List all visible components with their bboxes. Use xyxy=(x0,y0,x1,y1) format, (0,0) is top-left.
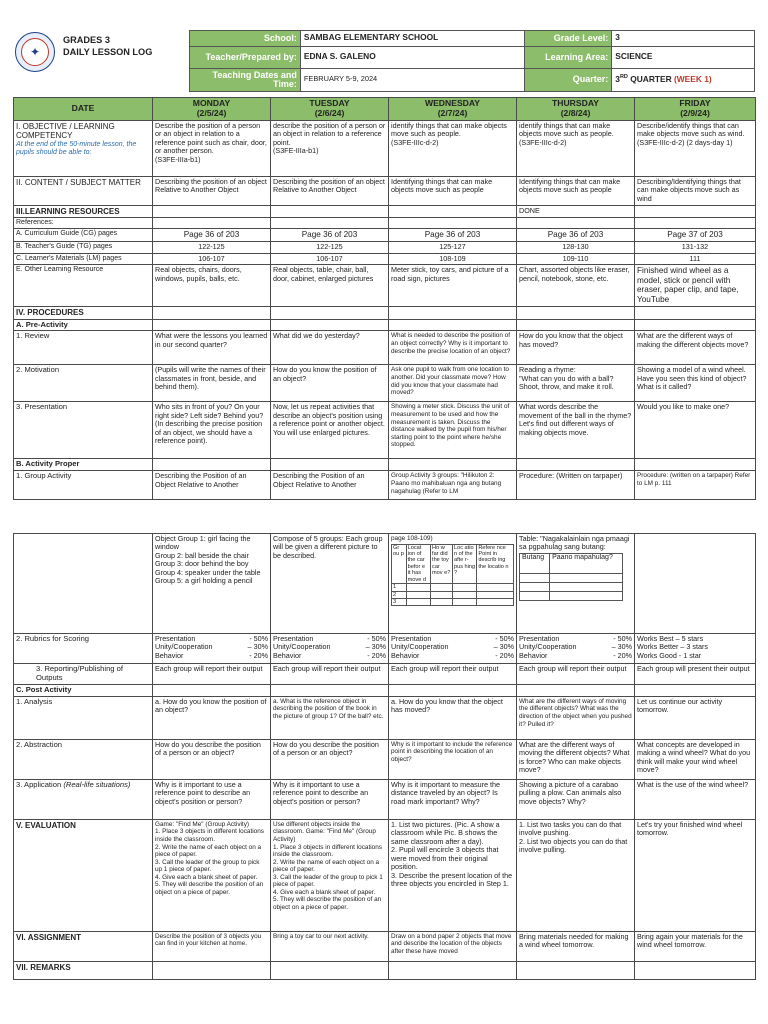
day-name: FRIDAY xyxy=(679,98,711,108)
application-wednesday: Why is it important to measure the distance traveled by an object? Is road mark important? Why? xyxy=(389,779,517,819)
remarks-label: VII. REMARKS xyxy=(14,961,153,979)
assignment-wednesday: Draw on a bond paper 2 objects that move and describe the location of the objects after these have moved xyxy=(389,931,517,961)
tg-thursday: 128-130 xyxy=(517,242,635,253)
header-group: Gr ou p xyxy=(392,544,407,584)
group-tuesday: Describing the Position of an Object Relative to Another xyxy=(271,471,389,500)
procedures-wednesday xyxy=(389,307,517,319)
reporting-thursday: Each group will report their output xyxy=(517,664,635,685)
reporting-monday: Each group will report their output xyxy=(153,664,271,685)
header xyxy=(13,30,755,93)
content-friday: Describing/Identifying things that can make objects move such as wind xyxy=(635,176,756,205)
cg-tuesday: Page 36 of 203 xyxy=(271,229,389,242)
seal-emblem-icon: ✦ xyxy=(21,38,49,66)
post-activity-label: C. Post Activity xyxy=(14,684,153,696)
empty-cell xyxy=(406,598,430,605)
row-presentation xyxy=(14,402,756,459)
empty-cell xyxy=(520,573,550,582)
pre-thursday xyxy=(517,319,635,331)
abstraction-monday: How do you describe the position of a person or an object? xyxy=(153,739,271,779)
empty-cell xyxy=(477,598,514,605)
header-reference-point: Refere nce Point in describ ing the locatio n xyxy=(477,544,514,584)
row-application xyxy=(14,779,756,819)
object-table-row xyxy=(520,591,623,600)
rubric-weight: - 20% xyxy=(613,650,632,660)
references-thursday xyxy=(517,218,635,229)
empty-cell xyxy=(431,591,453,598)
tg-label: B. Teacher's Guide (TG) pages xyxy=(14,242,153,253)
evaluation-wednesday: 1. List two pictures. (Pic. A show a classroom while Pic. B shows the same classroom after a day). 2. Pupil will encircle 3 objects that were moved from their original position. 3. Describe the present location of the three objects you encircled in Step 1. xyxy=(389,819,517,931)
day-date: (2/8/24) xyxy=(560,107,591,118)
empty-cell xyxy=(477,591,514,598)
review-friday: What are the different ways of making the different objects move? xyxy=(635,331,756,365)
content-tuesday: Describing the position of an object Relative to Another Object xyxy=(271,176,389,205)
object-movement-table xyxy=(519,553,623,601)
log-titles xyxy=(63,35,152,59)
abstraction-friday: What concepts are developed in making a wind wheel? What do you think will make your wind wheel move? xyxy=(635,739,756,779)
presentation-tuesday: Now, let us repeat activities that describe an object's position using a reference point or another object. You will use enlarged pictures. xyxy=(271,402,389,459)
assignment-tuesday: Bring a toy car to our next activity. xyxy=(271,931,389,961)
presentation-friday: Would you like to make one? xyxy=(635,402,756,459)
day-name: WEDNESDAY xyxy=(424,98,481,108)
rubric-criterion: Unity/Cooperation xyxy=(391,642,449,652)
day-date: (2/5/24) xyxy=(196,107,227,118)
application-thursday: Showing a picture of a carabao pulling a plow. Can animals also move objects? Why? xyxy=(517,779,635,819)
day-name: MONDAY xyxy=(192,98,231,108)
row-rubrics xyxy=(14,634,756,664)
abstraction-thursday: What are the different ways of moving the different objects? What is force? Who can make objects move? xyxy=(517,739,635,779)
motivation-label: 2. Motivation xyxy=(14,365,153,402)
empty-cell xyxy=(477,584,514,591)
header-distance: Ho w far did the toy car mov e? xyxy=(431,544,453,584)
group-tuesday-cont: Compose of 5 groups: Each group will be given a different picture to be described. xyxy=(271,534,389,634)
empty-cell xyxy=(452,584,476,591)
proper-tuesday xyxy=(271,459,389,471)
tg-wednesday: 125-127 xyxy=(389,242,517,253)
rubrics-thursday xyxy=(517,634,635,664)
group-thursday: Procedure: (Written on tarpaper) xyxy=(517,471,635,500)
empty-cell xyxy=(406,591,430,598)
pre-monday xyxy=(153,319,271,331)
empty-cell xyxy=(431,584,453,591)
row-number: 1 xyxy=(392,584,407,591)
object-table-header xyxy=(520,553,623,573)
tg-friday: 131-132 xyxy=(635,242,756,253)
evaluation-thursday: 1. List two tasks you can do that involve pushing. 2. List two objects you can do that involve pulling. xyxy=(517,819,635,931)
abstraction-wednesday: Why is it important to include the reference point in describing the location of an object? xyxy=(389,739,517,779)
cg-friday: Page 37 of 203 xyxy=(635,229,756,242)
analysis-label: 1. Analysis xyxy=(14,696,153,739)
day-date: (2/7/24) xyxy=(437,107,468,118)
rubric-criterion: Presentation xyxy=(273,634,314,643)
evaluation-label: V. EVALUATION xyxy=(14,819,153,931)
tg-monday: 122-125 xyxy=(153,242,271,253)
group-activity-label: 1. Group Activity xyxy=(14,471,153,500)
movement-table-row xyxy=(392,598,514,605)
lm-thursday: 109-110 xyxy=(517,253,635,264)
teacher-label: Teacher/Prepared by: xyxy=(190,46,301,68)
learning-area-label: Learning Area: xyxy=(525,46,612,68)
quarter-value xyxy=(612,68,755,91)
objective-friday: Describe/identify things that can make objects move such as wind. (S3FE-IIIc-d-2) (2 days-day 1) xyxy=(635,120,756,176)
row-content xyxy=(14,176,756,205)
rubric-criterion: Behavior xyxy=(273,650,302,660)
cg-monday: Page 36 of 203 xyxy=(153,229,271,242)
rubric-criterion: Behavior xyxy=(391,650,420,660)
tg-tuesday: 122-125 xyxy=(271,242,389,253)
procedures-thursday xyxy=(517,307,635,319)
assignment-label: VI. ASSIGNMENT xyxy=(14,931,153,961)
date-header: DATE xyxy=(14,98,153,121)
quarter-word: QUARTER xyxy=(630,73,672,84)
header-object: Butang xyxy=(520,553,550,573)
movement-table-row xyxy=(392,591,514,598)
evaluation-friday: Let's try your finished wind wheel tomorrow. xyxy=(635,819,756,931)
presentation-wednesday: Showing a meter stick. Discuss the unit of measurement to be used and how the measurement is taken. Discuss the distance walked by the pupil from his/her starting point to the point where he/she stopped. xyxy=(389,402,517,459)
group-cont-label xyxy=(14,534,153,634)
school-value: SAMBAG ELEMENTARY SCHOOL xyxy=(300,31,525,47)
deped-seal-logo xyxy=(15,32,55,72)
pre-activity-label: A. Pre-Activity xyxy=(14,319,153,331)
row-procedures xyxy=(14,307,756,319)
empty-cell xyxy=(406,584,430,591)
lm-monday: 106-107 xyxy=(153,253,271,264)
rubrics-label: 2. Rubrics for Scoring xyxy=(14,634,153,664)
content-monday: Describing the position of an object Relative to Another Object xyxy=(153,176,271,205)
empty-cell xyxy=(452,598,476,605)
motivation-friday: Showing a model of a wind wheel. Have you seen this kind of object? What is it called? xyxy=(635,365,756,402)
objective-wednesday: identify things that can make objects move such as people. (S3FE-IIIc-d-2) xyxy=(389,120,517,176)
rubric-criterion: Unity/Cooperation xyxy=(519,642,577,652)
post-monday xyxy=(153,684,271,696)
pre-tuesday xyxy=(271,319,389,331)
remarks-thursday xyxy=(517,961,635,979)
lm-wednesday: 108-109 xyxy=(389,253,517,264)
procedures-tuesday xyxy=(271,307,389,319)
lesson-table-page-1 xyxy=(13,97,756,500)
reporting-wednesday: Each group will report their output xyxy=(389,664,517,685)
resources-friday xyxy=(635,205,756,217)
empty-cell xyxy=(550,591,623,600)
assignment-thursday: Bring materials needed for making a wind wheel tomorrow. xyxy=(517,931,635,961)
group-friday: Procedure: (written on a tarpaper) Refer to LM p. 111 xyxy=(635,471,756,500)
rubrics-friday: Works Best – 5 stars Works Better – 3 stars Works Good - 1 star xyxy=(635,634,756,664)
thursday-table-title: Table: "Nagakalainlain nga pmaagi sa pgpahulag sang butang: xyxy=(519,534,630,552)
lesson-log-page-1 xyxy=(13,30,755,500)
analysis-tuesday: a. What is the reference object in describing the position of the book in the picture of group 1? Of the ball? etc. xyxy=(271,696,389,739)
other-monday: Real objects, chairs, doors, windows, pupils, balls, etc. xyxy=(153,265,271,307)
rubrics-tuesday xyxy=(271,634,389,664)
rubric-criterion: Behavior xyxy=(519,650,548,660)
row-other-resources xyxy=(14,265,756,307)
remarks-tuesday xyxy=(271,961,389,979)
motivation-monday: (Pupils will write the names of their classmates in front, beside, and behind them). xyxy=(153,365,271,402)
group-monday: Describing the Position of an Object Relative to Another xyxy=(153,471,271,500)
content-wednesday: Identifying things that can make objects move such as people xyxy=(389,176,517,205)
post-tuesday xyxy=(271,684,389,696)
rubric-criterion: Presentation xyxy=(155,634,196,643)
empty-cell xyxy=(520,591,550,600)
learning-area-value: SCIENCE xyxy=(612,46,755,68)
row-post-activity xyxy=(14,684,756,696)
application-tuesday: Why is it important to use a reference point to describe an object's position or person? xyxy=(271,779,389,819)
post-wednesday xyxy=(389,684,517,696)
row-pre-activity xyxy=(14,319,756,331)
rubrics-wednesday xyxy=(389,634,517,664)
remarks-wednesday xyxy=(389,961,517,979)
row-abstraction xyxy=(14,739,756,779)
row-tg xyxy=(14,242,756,253)
other-friday: Finished wind wheel as a model, stick or pencil with eraser, paper clip, and tape, YouTube xyxy=(635,265,756,307)
row-objective xyxy=(14,120,756,176)
abstraction-tuesday: How do you describe the position of a person or an object? xyxy=(271,739,389,779)
application-note: (Real-life situations) xyxy=(63,779,131,789)
procedures-friday xyxy=(635,307,756,319)
references-wednesday xyxy=(389,218,517,229)
row-review xyxy=(14,331,756,365)
day-date: (2/9/24) xyxy=(680,107,710,118)
lm-label: C. Learner's Materials (LM) pages xyxy=(14,253,153,264)
lesson-log-page-2 xyxy=(13,533,755,980)
review-monday: What were the lessons you learned in our second quarter? xyxy=(153,331,271,365)
object-table-row xyxy=(520,573,623,582)
resources-monday xyxy=(153,205,271,217)
day-header-wednesday xyxy=(389,98,517,121)
rubric-criterion: Presentation xyxy=(391,634,432,643)
references-label: References: xyxy=(14,218,153,229)
rubric-weight: - 50% xyxy=(249,634,268,643)
objective-note: At the end of the 50-minute lesson, the pupils should be able to: xyxy=(16,140,137,156)
analysis-monday: a. How do you know the position of an object? xyxy=(153,696,271,739)
grade-level-label: Grade Level: xyxy=(525,31,612,47)
cg-label: A. Curriculum Guide (CG) pages xyxy=(14,229,153,242)
movement-measure-table xyxy=(391,544,514,607)
day-header-monday xyxy=(153,98,271,121)
other-wednesday: Meter stick, toy cars, and picture of a road sign, pictures xyxy=(389,265,517,307)
rubrics-monday xyxy=(153,634,271,664)
rubric-weight: – 30% xyxy=(611,642,632,652)
other-thursday: Chart, assorted objects like eraser, pencil, notebook, stone, etc. xyxy=(517,265,635,307)
motivation-tuesday: How do you know the position of an object? xyxy=(271,365,389,402)
resources-label: III.LEARNING RESOURCES xyxy=(14,205,153,217)
header-location-before: Locat ion of the car befor e it has move d xyxy=(406,544,430,584)
row-lm xyxy=(14,253,756,264)
pre-wednesday xyxy=(389,319,517,331)
row-references xyxy=(14,218,756,229)
rubric-criterion: Unity/Cooperation xyxy=(273,642,331,652)
other-tuesday: Real objects, table, chair, ball, door, cabinet, enlarged pictures xyxy=(271,265,389,307)
group-thursday-cont xyxy=(517,534,635,634)
review-label: 1. Review xyxy=(14,331,153,365)
rubric-weight: - 20% xyxy=(367,650,386,660)
wed-page-ref: page 108-109) xyxy=(391,535,433,542)
evaluation-monday: Game: "Find Me" (Group Activity) 1. Place 3 objects in different locations inside the classroom. 2. Write the name of each object on a piece of paper. 3. Call the leader of the group to pick up 1 piece of paper. 4. Give each a blank sheet of paper. 5. They will describe the position of an object on a piece of paper. xyxy=(153,819,271,931)
rubric-criterion: Behavior xyxy=(155,650,184,660)
teacher-value: EDNA S. GALENO xyxy=(300,46,525,68)
row-reporting xyxy=(14,664,756,685)
presentation-label: 3. Presentation xyxy=(14,402,153,459)
reporting-tuesday: Each group will report their output xyxy=(271,664,389,685)
presentation-thursday: What words describe the movement of the ball in the rhyme? Let's find out different ways of making objects move. xyxy=(517,402,635,459)
object-table-row xyxy=(520,582,623,591)
objective-tuesday: describe the position of a person or an object in relation to a reference point. (S3FE-IIIa-b1) xyxy=(271,120,389,176)
row-number: 2 xyxy=(392,591,407,598)
objective-monday: Describe the position of a person or an object in relation to a reference point such as chair, door, or another person. (S3FE-IIIa-b1) xyxy=(153,120,271,176)
day-name: TUESDAY xyxy=(309,98,350,108)
rubric-line xyxy=(519,652,632,660)
objective-title: I. OBJECTIVE / LEARNING COMPETENCY xyxy=(16,121,115,141)
motivation-thursday: Reading a rhyme: "What can you do with a ball? Shoot, throw, and make it roll. xyxy=(517,365,635,402)
empty-cell xyxy=(452,591,476,598)
proper-wednesday xyxy=(389,459,517,471)
application-friday: What is the use of the wind wheel? xyxy=(635,779,756,819)
rubric-line xyxy=(273,652,386,660)
row-evaluation xyxy=(14,819,756,931)
rubric-criterion: Unity/Cooperation xyxy=(155,642,213,652)
analysis-friday: Let us continue our activity tomorrow. xyxy=(635,696,756,739)
pre-friday xyxy=(635,319,756,331)
rubric-weight: – 30% xyxy=(365,642,386,652)
analysis-wednesday: a. How do you know that the object has moved? xyxy=(389,696,517,739)
post-thursday xyxy=(517,684,635,696)
quarter-number: 3 xyxy=(615,73,620,84)
row-cg xyxy=(14,229,756,242)
proper-thursday xyxy=(517,459,635,471)
row-number: 3 xyxy=(392,598,407,605)
day-header-thursday xyxy=(517,98,635,121)
resources-wednesday xyxy=(389,205,517,217)
group-friday-cont xyxy=(635,534,756,634)
content-thursday: Identifying things that can make objects move such as people xyxy=(517,176,635,205)
empty-cell xyxy=(520,582,550,591)
school-label: School: xyxy=(190,31,301,47)
dates-label: Teaching Dates and Time: xyxy=(190,68,301,91)
lesson-table-page-2 xyxy=(13,533,756,980)
application-label xyxy=(14,779,153,819)
day-date: (2/6/24) xyxy=(314,107,345,118)
quarter-label: Quarter: xyxy=(525,68,612,91)
assignment-friday: Bring again your materials for the wind wheel tomorrow. xyxy=(635,931,756,961)
review-wednesday: What is needed to describe the position of an object correctly? Why is it important to describe the precise location of an object? xyxy=(389,331,517,365)
content-label: II. CONTENT / SUBJECT MATTER xyxy=(14,176,153,205)
cg-thursday: Page 36 of 203 xyxy=(517,229,635,242)
rubric-weight: - 20% xyxy=(249,650,268,660)
day-header-row xyxy=(14,98,756,121)
day-header-tuesday xyxy=(271,98,389,121)
dates-value: FEBRUARY 5-9, 2024 xyxy=(300,68,525,91)
rubric-weight: - 50% xyxy=(613,634,632,643)
procedures-label: IV. PROCEDURES xyxy=(14,307,153,319)
references-friday xyxy=(635,218,756,229)
empty-cell xyxy=(550,582,623,591)
objective-thursday: identify things that can make objects move such as people. (S3FE-IIIc-d-2) xyxy=(517,120,635,176)
remarks-friday xyxy=(635,961,756,979)
application-monday: Why is it important to use a reference point to describe an object's position or person? xyxy=(153,779,271,819)
cg-wednesday: Page 36 of 203 xyxy=(389,229,517,242)
row-group-activity xyxy=(14,471,756,500)
group-wednesday: Group Activity 3 groups: "Hilikuton 2: Paano mo mahibaluan nga ang butang nagahulag (Refer to LM xyxy=(389,471,517,500)
remarks-monday xyxy=(153,961,271,979)
rubric-weight: – 30% xyxy=(247,642,268,652)
rubric-criterion: Presentation xyxy=(519,634,560,643)
activity-proper-label: B. Activity Proper xyxy=(14,459,153,471)
resources-thursday: DONE xyxy=(517,205,635,217)
review-thursday: How do you know that the object has moved? xyxy=(517,331,635,365)
movement-table-row xyxy=(392,584,514,591)
reporting-friday: Each group will present their output xyxy=(635,664,756,685)
rubric-line xyxy=(391,652,514,660)
header-info-grid xyxy=(189,30,755,92)
rubric-weight: - 50% xyxy=(367,634,386,643)
objective-label xyxy=(14,120,153,176)
row-assignment xyxy=(14,931,756,961)
movement-table-header xyxy=(392,544,514,584)
rubric-weight: - 50% xyxy=(495,634,514,643)
group-wednesday-cont xyxy=(389,534,517,634)
header-location-after: Loc atio n of the afte r- pus hing ? xyxy=(452,544,476,584)
grade-level-value: 3 xyxy=(612,31,755,47)
analysis-thursday: What are the different ways of moving the different objects? What was the direction of the object when you pushed it? Pulled it? xyxy=(517,696,635,739)
assignment-monday: Describe the position of 3 objects you can find in your kitchen at home. xyxy=(153,931,271,961)
quarter-week: (WEEK 1) xyxy=(673,73,712,84)
procedures-monday xyxy=(153,307,271,319)
group-monday-cont: Object Group 1: girl facing the window Group 2: ball beside the chair Group 3: door behind the boy Group 4: speaker under the table Group 5: a girl holding a pencil xyxy=(153,534,271,634)
row-remarks xyxy=(14,961,756,979)
abstraction-label: 2. Abstraction xyxy=(14,739,153,779)
grades-title: GRADES 3 xyxy=(63,35,110,45)
row-group-activity-cont xyxy=(14,534,756,634)
rubric-weight: - 20% xyxy=(495,650,514,660)
proper-friday xyxy=(635,459,756,471)
post-friday xyxy=(635,684,756,696)
references-tuesday xyxy=(271,218,389,229)
application-title: 3. Application xyxy=(16,779,62,789)
reporting-label: 3. Reporting/Publishing of Outputs xyxy=(14,664,153,685)
day-name: THURSDAY xyxy=(552,98,599,108)
proper-monday xyxy=(153,459,271,471)
log-title: DAILY LESSON LOG xyxy=(63,46,153,57)
other-label: E. Other Learning Resource xyxy=(14,265,153,307)
references-monday xyxy=(153,218,271,229)
day-header-friday xyxy=(635,98,756,121)
row-analysis xyxy=(14,696,756,739)
resources-tuesday xyxy=(271,205,389,217)
review-tuesday: What did we do yesterday? xyxy=(271,331,389,365)
header-how-move: Paano mapahulag? xyxy=(550,553,623,573)
empty-cell xyxy=(431,598,453,605)
rubric-line xyxy=(155,652,268,660)
quarter-suffix: RD xyxy=(619,74,628,81)
motivation-wednesday: Ask one pupil to walk from one location to another. Did your classmate move? How did you know that your classmate had moved? xyxy=(389,365,517,402)
presentation-monday: Who sits in front of you? On your right side? Left side? Behind you? (In describing the precise position of an object, we should have a reference point). xyxy=(153,402,271,459)
row-activity-proper xyxy=(14,459,756,471)
lm-tuesday: 106-107 xyxy=(271,253,389,264)
row-motivation xyxy=(14,365,756,402)
rubric-weight: – 30% xyxy=(493,642,514,652)
evaluation-tuesday: Use different objects inside the classroom. Game: "Find Me" (Group Activity) 1. Place 3 objects in different locations inside the classroom. 2. Write the name of each object on a piece of paper. 3. Call the leader of the group to pick 1 piece of paper. 4. Give each a blank sheet of paper. 5. They will describe the position of an object on a piece of paper. xyxy=(271,819,389,931)
lm-friday: 111 xyxy=(635,253,756,264)
empty-cell xyxy=(550,573,623,582)
row-resources xyxy=(14,205,756,217)
